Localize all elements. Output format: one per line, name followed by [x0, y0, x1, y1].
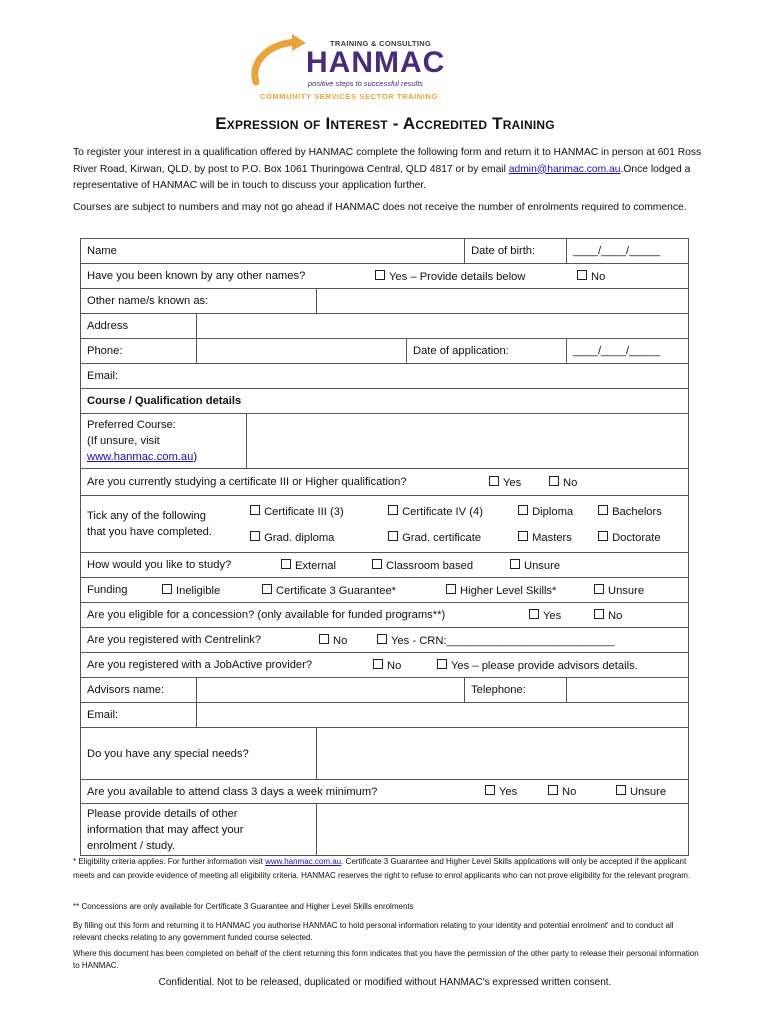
telephone-field[interactable]	[567, 678, 689, 703]
checkbox-icon[interactable]	[372, 559, 382, 569]
phone-label: Phone:	[81, 339, 197, 364]
checkbox-icon[interactable]	[250, 505, 260, 515]
checkbox-icon[interactable]	[489, 476, 499, 486]
known-yes-option[interactable]: Yes – Provide details below	[375, 270, 577, 283]
bachelors-option[interactable]: Bachelors	[598, 505, 688, 518]
checkbox-icon[interactable]	[375, 270, 385, 280]
known-row	[81, 264, 689, 289]
email-label: Email:	[87, 370, 119, 382]
intro-text-a: To register your interest in a qualification offered by HANMAC complete the following form and return it to HANMAC in person at 601 Ross River Road, Kirwan, QLD, by post to P.O. Box 1061 Thuringowa Central, QLD 4817 or by email	[73, 147, 702, 175]
funding-c3g-option[interactable]: Certificate 3 Guarantee*	[262, 584, 446, 597]
dob-label: Date of birth:	[465, 239, 567, 264]
studying-yes-option[interactable]: Yes	[489, 476, 549, 489]
grad-diploma-option[interactable]: Grad. diploma	[250, 531, 388, 544]
centrelink-question: Are you registered with Centrelink?	[87, 634, 262, 646]
checkbox-icon[interactable]	[437, 659, 447, 669]
advisor-email-label: Email:	[81, 703, 197, 728]
checkbox-icon[interactable]	[518, 531, 528, 541]
study-mode-row	[81, 553, 689, 578]
concession-row	[81, 603, 689, 628]
funding-ineligible-option[interactable]: Ineligible	[162, 584, 262, 597]
advisor-email-field[interactable]	[197, 703, 689, 728]
preferred-course-label: Preferred Course: (If unsure, visit www.hanmac.com.au)	[81, 414, 247, 469]
intro-courses-note: Courses are subject to numbers and may not go ahead if HANMAC does not receive the number of enrolments required to commence.	[73, 202, 687, 213]
known-no-option[interactable]: No	[577, 270, 605, 283]
checkbox-icon[interactable]	[549, 476, 559, 486]
intro-text-b: .Once lodged a representative of HANMAC will be in touch to discuss your application further.	[73, 163, 691, 191]
other-names-label: Other name/s known as:	[81, 289, 317, 314]
availability-no-option[interactable]: No	[548, 785, 616, 798]
checkbox-icon[interactable]	[548, 785, 558, 795]
funding-label: Funding	[87, 584, 128, 596]
address-field[interactable]	[197, 314, 689, 339]
concession-no-option[interactable]: No	[594, 609, 622, 622]
masters-option[interactable]: Masters	[518, 531, 598, 544]
centrelink-yes-option[interactable]: Yes - CRN:___________________________	[377, 634, 615, 647]
diploma-option[interactable]: Diploma	[518, 505, 598, 518]
eoi-form-table	[80, 238, 689, 856]
availability-yes-option[interactable]: Yes	[485, 785, 548, 798]
study-unsure-option[interactable]: Unsure	[510, 559, 560, 572]
hanmac-website-link[interactable]: www.hanmac.com.au	[87, 451, 194, 463]
footnote-website-link[interactable]: www.hanmac.com.au	[265, 857, 342, 866]
other-names-field[interactable]	[317, 289, 689, 314]
checkbox-icon[interactable]	[281, 559, 291, 569]
special-needs-field[interactable]	[317, 728, 689, 780]
date-application-label: Date of application:	[407, 339, 567, 364]
checkbox-icon[interactable]	[319, 634, 329, 644]
email-field[interactable]	[81, 364, 689, 389]
name-label: Name	[87, 245, 117, 257]
availability-unsure-option[interactable]: Unsure	[616, 785, 666, 798]
logo-brand: HANMAC	[306, 46, 446, 79]
checkbox-icon[interactable]	[388, 505, 398, 515]
concession-question: Are you eligible for a concession? (only available for funded programs**)	[87, 609, 446, 621]
checkbox-icon[interactable]	[373, 659, 383, 669]
jobactive-yes-option[interactable]: Yes – please provide advisors details.	[437, 659, 638, 672]
concession-yes-option[interactable]: Yes	[529, 609, 594, 622]
studying-row	[81, 469, 689, 496]
advisors-name-field[interactable]	[197, 678, 465, 703]
availability-row	[81, 780, 689, 804]
doctorate-option[interactable]: Doctorate	[598, 531, 688, 544]
jobactive-row	[81, 653, 689, 678]
date-application-field[interactable]: ____/____/_____	[567, 339, 689, 364]
checkbox-icon[interactable]	[388, 531, 398, 541]
eligibility-footnote: * Eligibility criteria applies. For further information visit www.hanmac.com.au. Certificate 3 Guarantee and Higher Level Skills applications will only be accepted if the applicant meets and can provide evidence of meeting all eligibility criteria. HANMAC reserves the right to refuse to enrol applicants who can not prove eligibility for the relevant program.	[73, 857, 691, 880]
other-info-field[interactable]	[317, 804, 689, 856]
other-info-label: Please provide details of other information that may affect your enrolment / study.	[81, 804, 317, 856]
availability-question: Are you available to attend class 3 days a week minimum?	[87, 785, 378, 798]
study-classroom-option[interactable]: Classroom based	[372, 559, 510, 572]
checkbox-icon[interactable]	[377, 634, 387, 644]
concession-footnote: ** Concessions are only available for Certificate 3 Guarantee and Higher Level Skills enrolments	[73, 902, 414, 911]
jobactive-no-option[interactable]: No	[373, 659, 437, 672]
address-label: Address	[81, 314, 197, 339]
checkbox-icon[interactable]	[616, 785, 626, 795]
centrelink-row	[81, 628, 689, 653]
checkbox-icon[interactable]	[162, 584, 172, 594]
jobactive-question: Are you registered with a JobActive provider?	[87, 659, 313, 671]
centrelink-no-option[interactable]: No	[319, 634, 377, 647]
logo-top-text: TRAINING & CONSULTING	[330, 39, 432, 48]
checkbox-icon[interactable]	[510, 559, 520, 569]
checkbox-icon[interactable]	[598, 531, 608, 541]
checkbox-icon[interactable]	[598, 505, 608, 515]
tick-label: Tick any of the following that you have completed.	[87, 510, 213, 538]
checkbox-icon[interactable]	[594, 584, 604, 594]
logo-tagline: positive steps to successful results	[308, 79, 424, 88]
checkbox-icon[interactable]	[529, 609, 539, 619]
intro-paragraph	[73, 145, 703, 195]
name-field[interactable]	[81, 239, 465, 264]
course-section-header: Course / Qualification details	[81, 389, 689, 414]
authorisation-note: By filling out this form and returning it to HANMAC you authorise HANMAC to hold personal information relating to your identity and potential enrolment' and to conduct all relevant checks relating to any government funded course selected.	[73, 921, 674, 942]
grad-certificate-option[interactable]: Grad. certificate	[388, 531, 518, 544]
checkbox-icon[interactable]	[250, 531, 260, 541]
funding-hls-option[interactable]: Higher Level Skills*	[446, 584, 594, 597]
cert4-option[interactable]: Certificate IV (4)	[388, 505, 518, 518]
cert3-option[interactable]: Certificate III (3)	[250, 505, 388, 518]
hanmac-logo	[248, 34, 528, 104]
qualifications-row	[81, 496, 689, 553]
behalf-note: Where this document has been completed on behalf of the client returning this form indicates that you have the permission of the other party to release their personal information to HANMAC.	[73, 949, 699, 970]
checkbox-icon[interactable]	[485, 785, 495, 795]
checkbox-icon[interactable]	[577, 270, 587, 280]
confidential-note: Confidential. Not to be released, duplicated or modified without HANMAC's expressed written consent.	[158, 977, 612, 988]
phone-field[interactable]	[197, 339, 407, 364]
funding-row	[81, 578, 689, 603]
study-external-option[interactable]: External	[281, 559, 372, 572]
study-question: How would you like to study?	[87, 559, 232, 571]
logo-sector: COMMUNITY SERVICES SECTOR TRAINING	[260, 92, 438, 101]
advisors-name-label: Advisors name:	[81, 678, 197, 703]
checkbox-icon[interactable]	[446, 584, 456, 594]
telephone-label: Telephone:	[465, 678, 567, 703]
special-needs-label: Do you have any special needs?	[81, 728, 317, 780]
page-title: Expression of Interest - Accredited Training	[215, 114, 555, 133]
intro-email-link[interactable]: admin@hanmac.com.au	[508, 163, 621, 175]
checkbox-icon[interactable]	[518, 505, 528, 515]
studying-question: Are you currently studying a certificate III or Higher qualification?	[87, 476, 407, 488]
checkbox-icon[interactable]	[594, 609, 604, 619]
checkbox-icon[interactable]	[262, 584, 272, 594]
studying-no-option[interactable]: No	[549, 476, 577, 489]
preferred-course-field[interactable]	[247, 414, 689, 469]
funding-unsure-option[interactable]: Unsure	[594, 584, 644, 597]
known-question: Have you been known by any other names?	[87, 270, 306, 282]
dob-field[interactable]: ____/____/_____	[567, 239, 689, 264]
